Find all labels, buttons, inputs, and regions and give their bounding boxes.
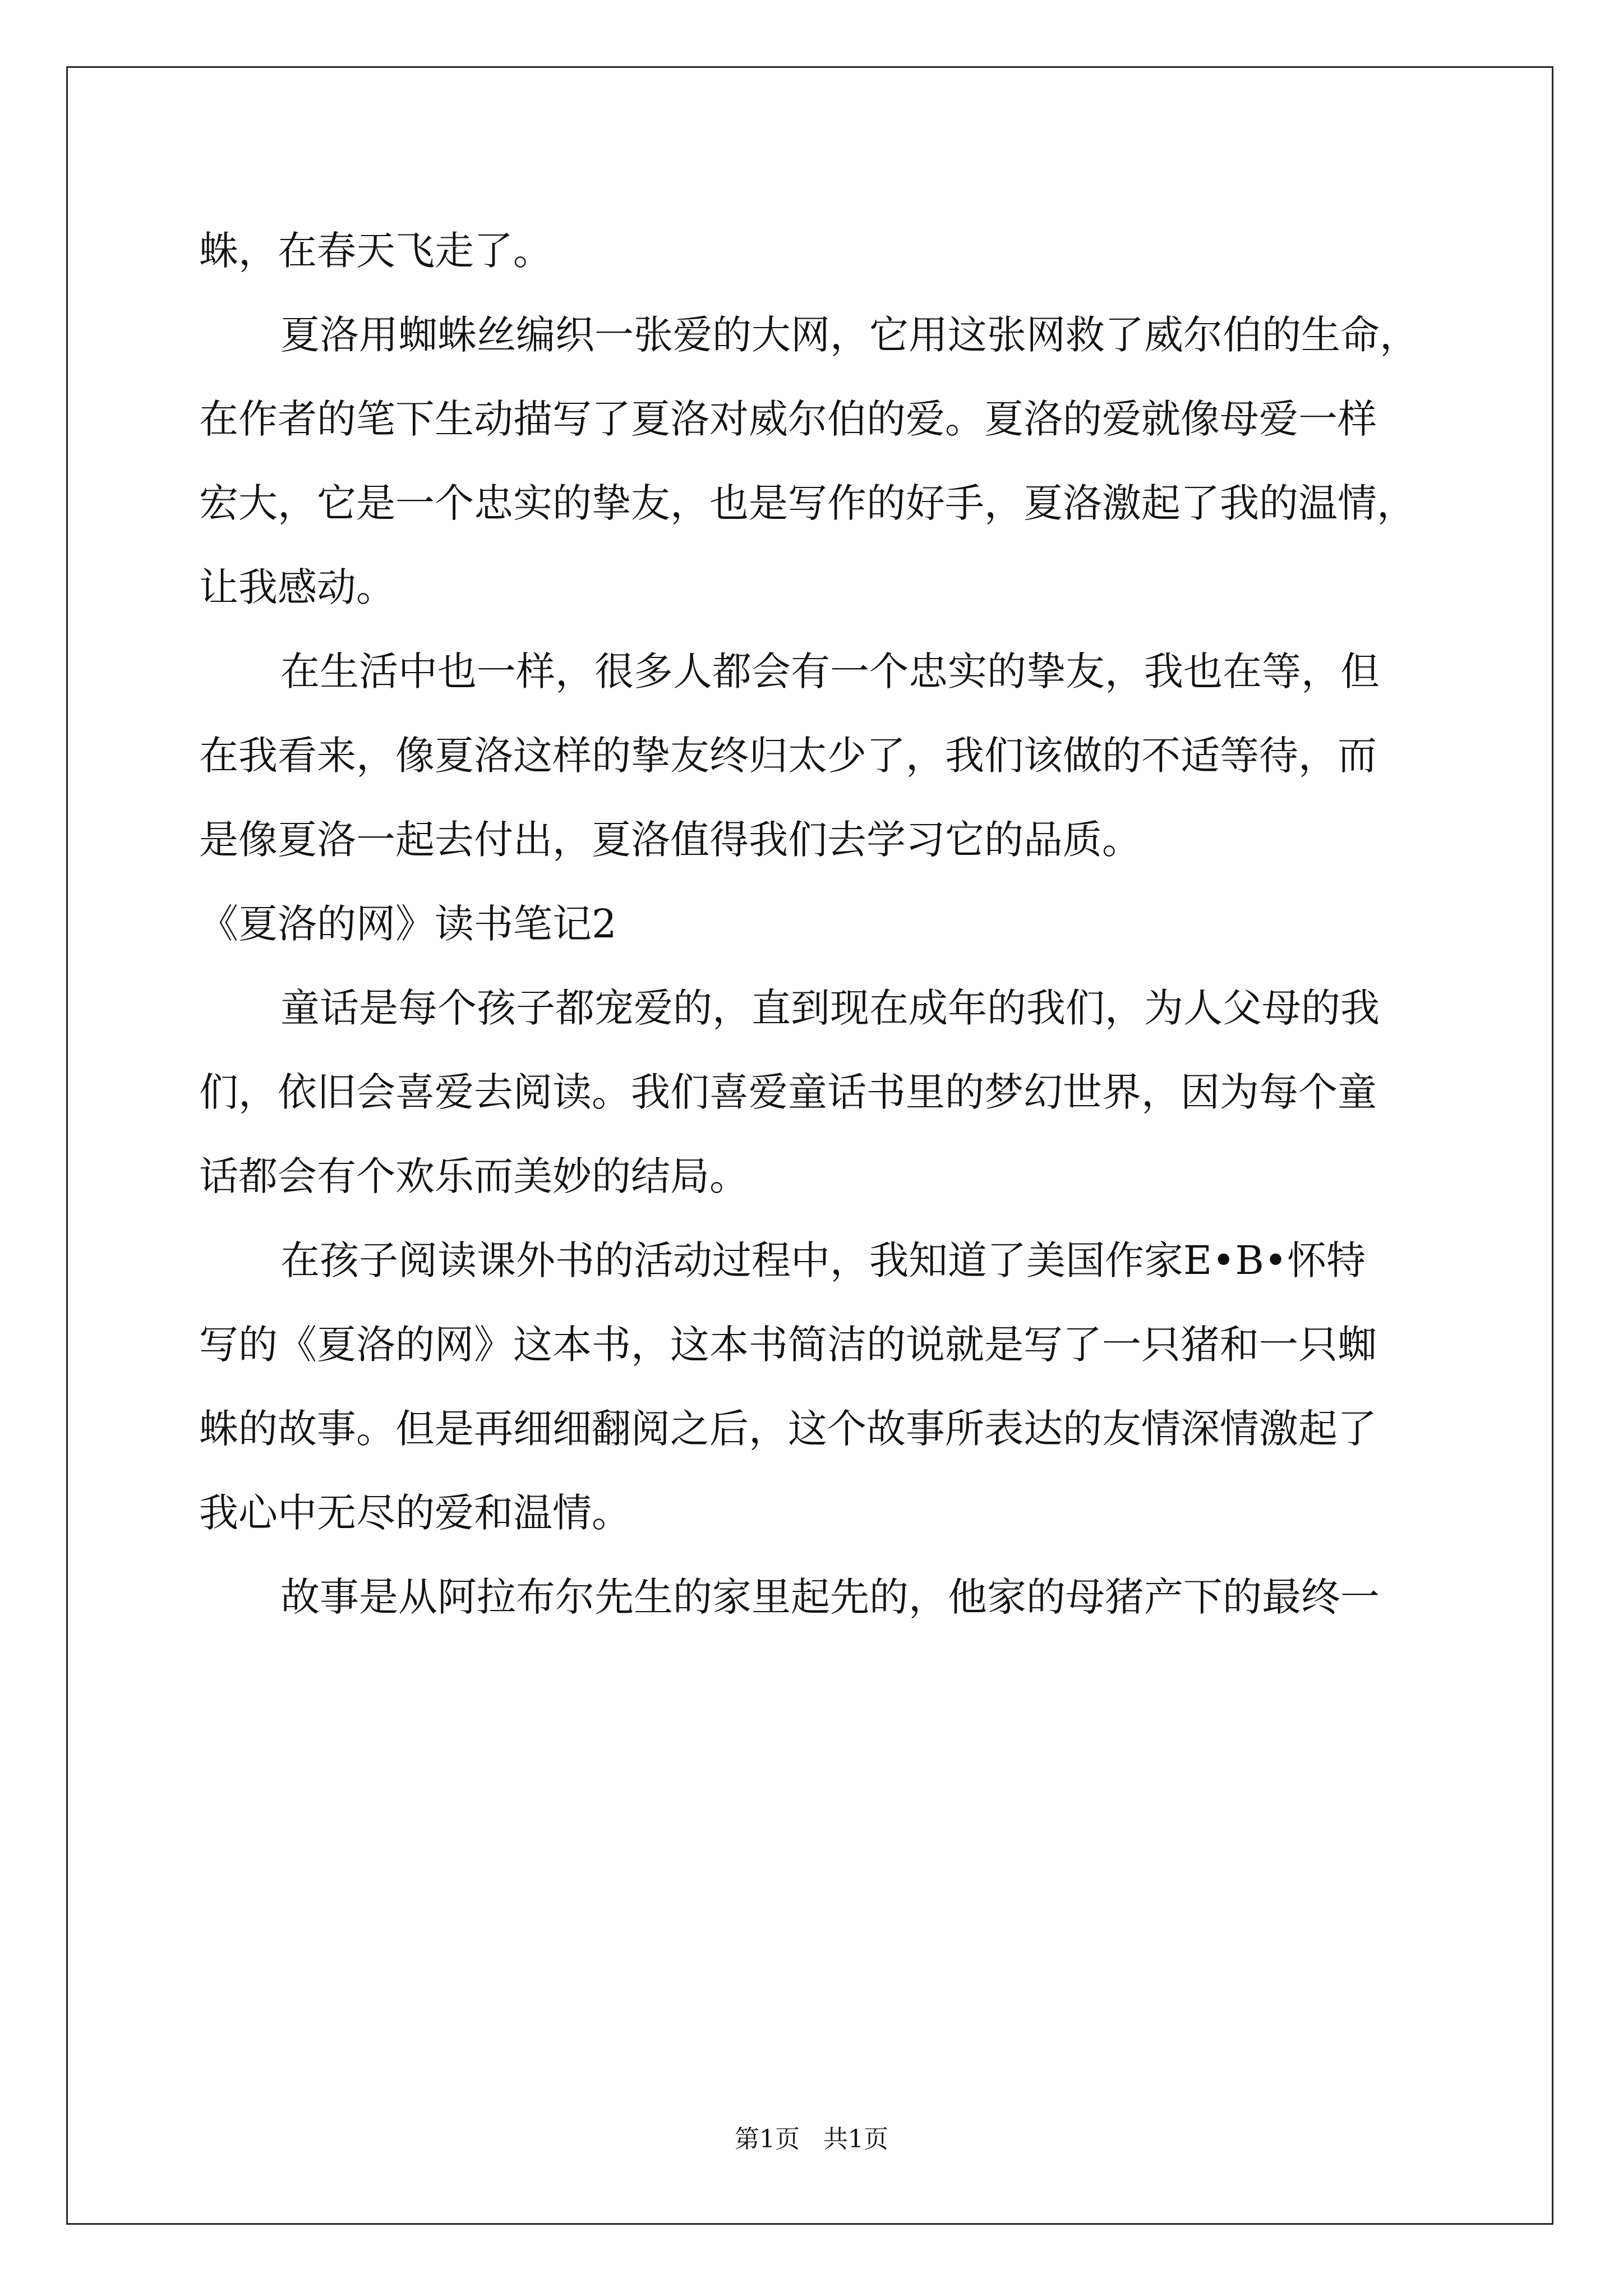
text-line: 让我感动。 xyxy=(199,564,395,610)
text-line: 话都会有个欢乐而美妙的结局。 xyxy=(199,1153,749,1199)
text-line: 宏大，它是一个忠实的挚友，也是写作的好手，夏洛激起了我的温情， xyxy=(199,480,1416,526)
text-line: 写的《夏洛的网》这本书，这本书简洁的说就是写了一只猪和一只蜘 xyxy=(199,1322,1377,1368)
paragraph-start-line: 夏洛用蜘蛛丝编织一张爱的大网，它用这张网救了威尔伯的生命， xyxy=(280,312,1419,358)
paragraph-start-line: 童话是每个孩子都宠爱的，直到现在成年的我们，为人父母的我 xyxy=(280,985,1380,1031)
page-number-footer: 第1页 共1页 xyxy=(735,2125,888,2154)
section-heading: 《夏洛的网》读书笔记2 xyxy=(199,901,617,947)
text-line: 蛛，在春天飞走了。 xyxy=(199,228,552,274)
paragraph-start-line: 在生活中也一样，很多人都会有一个忠实的挚友，我也在等，但 xyxy=(280,648,1380,694)
paragraph-start-line: 故事是从阿拉布尔先生的家里起先的，他家的母猪产下的最终一 xyxy=(280,1574,1380,1620)
text-line: 们，依旧会喜爱去阅读。我们喜爱童话书里的梦幻世界，因为每个童 xyxy=(199,1069,1377,1115)
text-line: 在作者的笔下生动描写了夏洛对威尔伯的爱。夏洛的爱就像母爱一样 xyxy=(199,396,1377,442)
document-body xyxy=(199,209,1427,1639)
text-line: 我心中无尽的爱和温情。 xyxy=(199,1490,631,1536)
text-line: 是像夏洛一起去付出，夏洛值得我们去学习它的品质。 xyxy=(199,817,1141,863)
paragraph-start-line: 在孩子阅读课外书的活动过程中，我知道了美国作家E•B•怀特 xyxy=(280,1237,1366,1283)
text-line: 蛛的故事。但是再细细翻阅之后，这个故事所表达的友情深情激起了 xyxy=(199,1406,1377,1452)
text-line: 在我看来，像夏洛这样的挚友终归太少了，我们该做的不适等待，而 xyxy=(199,733,1377,779)
